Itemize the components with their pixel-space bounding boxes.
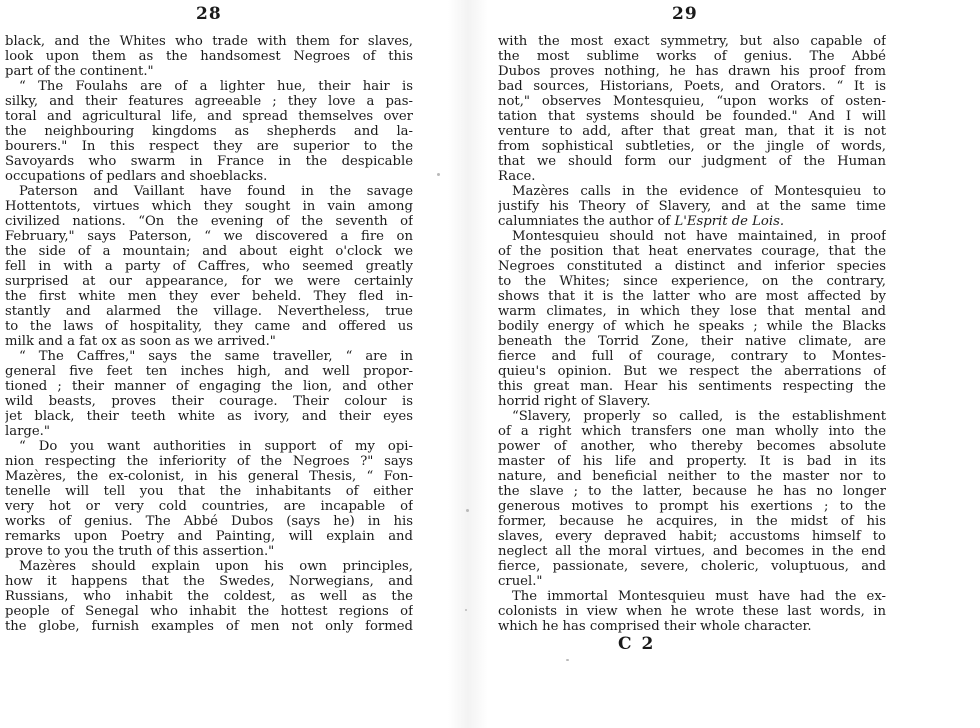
text-line: people of Senegal who inhabit the hottest regions of xyxy=(5,604,413,619)
text-line: former, because he acquires, in the midst of his xyxy=(498,514,886,529)
text-line: with the most exact symmetry, but also capable of xyxy=(498,34,886,49)
text-line: this great man. Hear his sentiments respecting the xyxy=(498,379,886,394)
text-line: occupations of pedlars and shoeblacks. xyxy=(5,169,268,184)
text-line: fell in with a party of Caffres, who seemed greatly xyxy=(5,259,413,274)
text-line: surprised at our appearance, for we were certainly xyxy=(5,274,413,289)
text-line: power of another, who thereby becomes absolute xyxy=(498,439,886,454)
text-line: not," observes Montesquieu, “upon works of osten- xyxy=(498,94,886,109)
text-line: jet black, their teeth white as ivory, and their eyes xyxy=(5,409,413,424)
text-line: horrid right of Slavery. xyxy=(498,394,651,409)
text-line: remarks upon Poetry and Painting, will explain and xyxy=(5,529,413,544)
text-line: fierce and full of courage, contrary to Montes- xyxy=(498,349,886,364)
text-line xyxy=(498,214,886,229)
text-line: February," says Paterson, “ we discovered a fire on xyxy=(5,229,413,244)
text-line: look upon them as the handsomest Negroes of this xyxy=(5,49,413,64)
text-line: bad sources, Historians, Poets, and Orators. “ It is xyxy=(498,79,886,94)
text-line: the first white men they ever beheld. They fled in- xyxy=(5,289,413,304)
text-line: justify his Theory of Slavery, and at the same time xyxy=(498,199,886,214)
text-line: “ Do you want authorities in support of my opi- xyxy=(19,439,413,454)
text-line: wild beasts, proves their courage. Their colour is xyxy=(5,394,413,409)
text-line: nion respecting the inferiority of the Negroes ?" says xyxy=(5,454,413,469)
text-line: Mazères, the ex-colonist, in his general Thesis, “ Fon- xyxy=(5,469,413,484)
text-line: shows that it is the latter who are most affected by xyxy=(498,289,886,304)
text-line: Race. xyxy=(498,169,536,184)
text-line: the neighbouring kingdoms as shepherds and la- xyxy=(5,124,413,139)
text-line: Savoyards who swarm in France in the despicable xyxy=(5,154,413,169)
text-line: master of his life and property. It is bad in its xyxy=(498,454,886,469)
text-line: Mazères calls in the evidence of Montesquieu to xyxy=(512,184,886,199)
text-line: tation that systems should be founded." And I will xyxy=(498,109,886,124)
text-line: stantly and alarmed the village. Nevertheless, true xyxy=(5,304,413,319)
text-line: of a right which transfers one man wholly into the xyxy=(498,424,886,439)
text-line: cruel." xyxy=(498,574,543,589)
text-line: beneath the Torrid Zone, their native climate, are xyxy=(498,334,886,349)
book-title: L'Esprit de Lois. xyxy=(674,214,785,229)
text-line: tenelle will tell you that the inhabitants of either xyxy=(5,484,413,499)
text-line: quieu's opinion. But we respect the aberrations of xyxy=(498,364,886,379)
text-line: from sophistical subtleties, or the jingle of words, xyxy=(498,139,886,154)
text-line: to the laws of hospitality, they came and offered us xyxy=(5,319,413,334)
text-line: Negroes constituted a distinct and inferior species xyxy=(498,259,886,274)
text-line: “Slavery, properly so called, is the establishment xyxy=(512,409,886,424)
text-line: Mazères should explain upon his own principles, xyxy=(19,559,413,574)
text-line: neglect all the moral virtues, and becomes in the end xyxy=(498,544,886,559)
text-line: nature, and beneficial neither to the master nor to xyxy=(498,469,886,484)
text-line: slaves, every depraved habit; accustoms himself to xyxy=(498,529,886,544)
text-line: the slave ; to the latter, because he has no longer xyxy=(498,484,886,499)
text-line: bourers." In this respect they are superior to the xyxy=(5,139,413,154)
right-page xyxy=(490,0,980,728)
text-line: large." xyxy=(5,424,50,439)
text-line: general five feet ten inches high, and well propor- xyxy=(5,364,413,379)
text-line: fierce, passionate, severe, choleric, voluptuous, and xyxy=(498,559,886,574)
text-line: part of the continent." xyxy=(5,64,154,79)
text-line: civilized nations. “On the evening of the seventh of xyxy=(5,214,413,229)
text-line: that we should form our judgment of the Human xyxy=(498,154,886,169)
text-line: toral and agricultural life, and spread themselves over xyxy=(5,109,413,124)
text-line: very hot or very cold countries, are incapable of xyxy=(5,499,413,514)
text-line: the most sublime works of genius. The Abbé xyxy=(498,49,886,64)
text-line: milk and a fat ox as soon as we arrived." xyxy=(5,334,276,349)
text-line: colonists in view when he wrote these last words, in xyxy=(498,604,886,619)
text-line: Paterson and Vaillant have found in the savage xyxy=(19,184,413,199)
text-line: Montesquieu should not have maintained, in proof xyxy=(512,229,886,244)
text-line: bodily energy of which he speaks ; while the Blacks xyxy=(498,319,886,334)
text-line: of the position that heat enervates courage, that the xyxy=(498,244,886,259)
text-line: Russians, who inhabit the coldest, as well as the xyxy=(5,589,413,604)
text-line: Dubos proves nothing, he has drawn his proof from xyxy=(498,64,886,79)
right-page-text xyxy=(498,34,886,634)
text-line: generous motives to prompt his exertions ; to the xyxy=(498,499,886,514)
text-line-content: calumniates the author of xyxy=(498,214,671,229)
text-line: The immortal Montesquieu must have had the ex- xyxy=(512,589,886,604)
text-line: warm climates, in which they lose that mental and xyxy=(498,304,886,319)
text-line: to the Whites; since experience, on the contrary, xyxy=(498,274,886,289)
text-line: prove to you the truth of this assertion." xyxy=(5,544,275,559)
text-line: “ The Foulahs are of a lighter hue, their hair is xyxy=(19,79,413,94)
right-page-number: 29 xyxy=(672,4,698,24)
left-page xyxy=(0,0,470,728)
text-line: silky, and their features agreeable ; they love a pas- xyxy=(5,94,413,109)
text-line: black, and the Whites who trade with them for slaves, xyxy=(5,34,413,49)
text-line: works of genius. The Abbé Dubos (says he) in his xyxy=(5,514,413,529)
signature-mark: C 2 xyxy=(618,634,656,654)
text-line: the side of a mountain; and about eight o'clock we xyxy=(5,244,413,259)
text-line: venture to add, after that great man, that it is not xyxy=(498,124,886,139)
text-line: which he has comprised their whole character. xyxy=(498,619,812,634)
text-line: how it happens that the Swedes, Norwegians, and xyxy=(5,574,413,589)
left-page-text xyxy=(5,34,413,634)
text-line: the globe, furnish examples of men not only formed xyxy=(5,619,413,634)
text-line: Hottentots, virtues which they sought in vain among xyxy=(5,199,413,214)
text-line: “ The Caffres," says the same traveller, “ are in xyxy=(19,349,413,364)
text-line: tioned ; their manner of engaging the lion, and other xyxy=(5,379,413,394)
left-page-number: 28 xyxy=(196,4,222,24)
